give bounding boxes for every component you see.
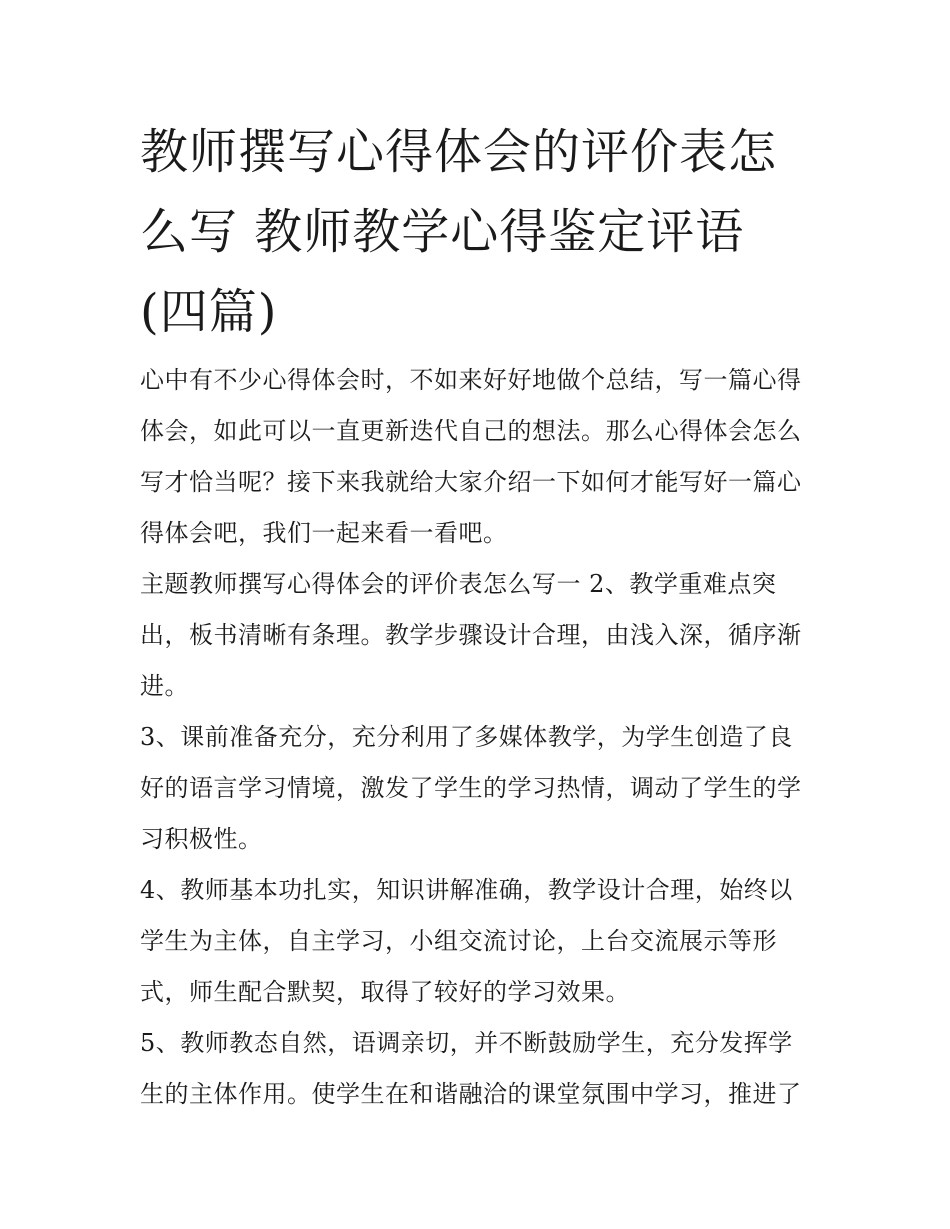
paragraph-item-2 (140, 559, 830, 712)
title-line: 教师撰写心得体会的评价表怎 (140, 124, 778, 180)
text-line: 写才恰当呢？接下来我就给大家介绍一下如何才能写好一篇心 (140, 468, 802, 496)
text-line: 心中有不少心得体会时，不如来好好地做个总结，写一篇心得 (140, 366, 802, 394)
text-line: 主题教师撰写心得体会的评价表怎么写一 2、教学重难点突 (140, 570, 777, 598)
paragraph-item-3 (140, 712, 830, 865)
text-line: 习积极性。 (140, 825, 263, 853)
paragraph-intro (140, 355, 830, 559)
document-body (140, 355, 830, 1120)
text-line: 4、教师基本功扎实，知识讲解准确，教学设计合理，始终以 (140, 876, 793, 904)
text-line: 生的主体作用。使学生在和谐融洽的课堂氛围中学习，推进了 (140, 1080, 802, 1108)
text-line: 5、教师教态自然，语调亲切，并不断鼓励学生，充分发挥学 (140, 1029, 793, 1057)
text-line: 好的语言学习情境，激发了学生的学习热情，调动了学生的学 (140, 774, 802, 802)
text-line: 体会，如此可以一直更新迭代自己的想法。那么心得体会怎么 (140, 417, 802, 445)
title-line: 么写 教师教学心得鉴定评语 (140, 204, 745, 260)
paragraph-item-5 (140, 1018, 830, 1120)
text-line: 式，师生配合默契，取得了较好的学习效果。 (140, 978, 630, 1006)
paragraph-item-4 (140, 865, 830, 1018)
text-line: 进。 (140, 672, 189, 700)
text-line: 3、课前准备充分，充分利用了多媒体教学，为学生创造了良 (140, 723, 793, 751)
text-line: 学生为主体，自主学习，小组交流讨论，上台交流展示等形 (140, 927, 777, 955)
document-title (140, 112, 820, 352)
text-line: 出，板书清晰有条理。教学步骤设计合理，由浅入深，循序渐 (140, 621, 802, 649)
text-line: 得体会吧，我们一起来看一看吧。 (140, 519, 508, 547)
title-line: (四篇) (140, 284, 278, 340)
